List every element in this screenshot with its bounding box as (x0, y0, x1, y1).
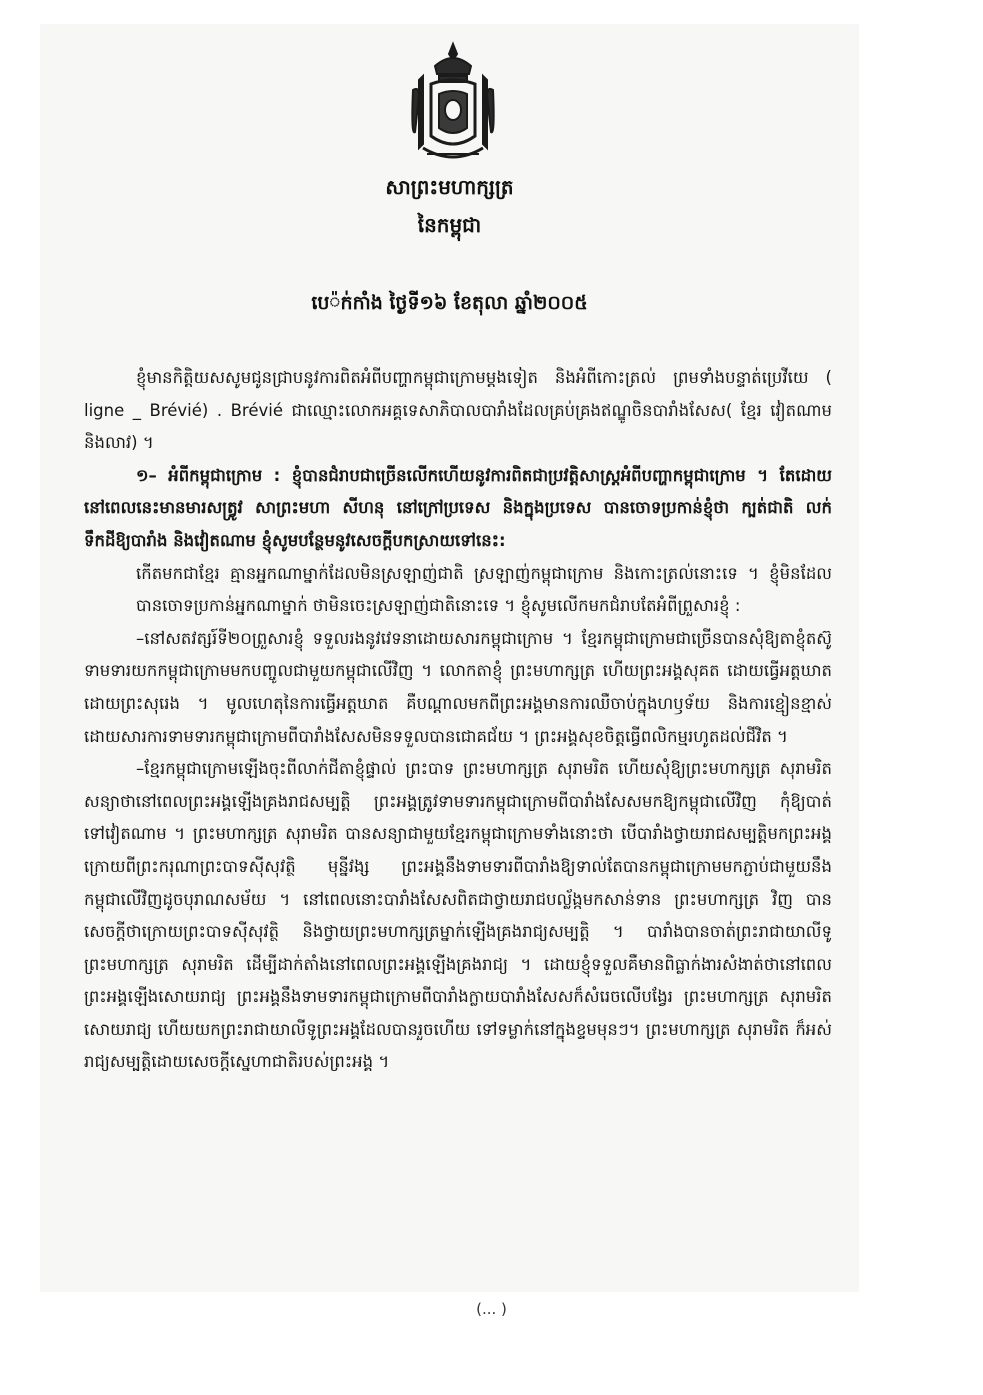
royal-coat-of-arms-icon (405, 40, 501, 168)
scanned-letter (40, 24, 859, 1292)
paragraph-3: –នៅសតវត្សរ៍ទី២០ព្រួសារខ្ញុំ ទទួលរងនូវវេទនាដោយសារកម្ពុជាក្រោម ។ ខ្មែរកម្ពុជាក្រោមជាច្រើនបានសុំឱ្យតាខ្ញុំតស៊ូទាមទារយកកម្ពុជាក្រោមមកបញ្ចូលជាមួយកម្ពុជាលើវិញ ។ លោកតាខ្ញុំ ព្រះមហាក្សត្រ ហើយព្រះអង្គសុគត ដោយធ្វើអត្តឃាតដោយព្រះសុរេង ។ មូលហេតុនៃការធ្វើអត្តឃាត គឺបណ្តាលមកពីព្រះអង្គមានការឈឺចាប់ក្នុងហឫទ័យ និងការខ្មៀនខ្មាស់ដោយសារការទាមទារកម្ពុជាក្រោមពីបារាំងសែសមិនទទួលបានជោគជ័យ ។ ព្រះអង្គសុខចិត្តធ្វើពលិកម្មរហូតដល់ជីវិត ។ (84, 628, 832, 746)
paragraph-2: កើតមកជាខ្មែរ គ្មានអ្នកណាម្នាក់ដែលមិនស្រឡាញ់ជាតិ ស្រឡាញ់កម្ពុជាក្រោម និងកោះត្រល់នោះទេ ។ ខ្ញុំមិនដែលបានចោទប្រកាន់អ្នកណាម្នាក់ ថាមិនចេះស្រឡាញ់ជាតិនោះទេ ។ ខ្ញុំសូមលើកមកជំរាបតែអំពីព្រួសារខ្ញុំ : (136, 563, 832, 616)
paragraph-intro: ខ្ញុំមានកិត្តិយសសូមជូនជ្រាបនូវការពិតអំពីបញ្ហាកម្ពុជាក្រោមម្តងទៀត និងអំពីកោះត្រល់ ព្រមទាំងបន្ទាត់ប្រេវីយេ ( ligne _ Brévié) . Brévié ជាឈ្មោះលោកអគ្គទេសាភិបាលបារាំងដែលគ្រប់គ្រងឥណ្ឌូចិនបារាំងសែស( ខ្មែរ វៀតណាម និងលាវ) ។ (84, 368, 832, 453)
letter-body (84, 362, 832, 1079)
header-line-1: សាព្រះមហាក្សត្រ (385, 175, 514, 199)
header-line-2: នៃកម្ពុជា (417, 213, 482, 237)
section-1-title: ១– អំពីកម្ពុជាក្រោម : ខ្ញុំបានជំរាបជាច្រើនលើកហើយនូវការពិតជាប្រវត្តិសាស្ត្រអំពីបញ្ហាកម្ពុជាក្រោម ។ តែដោយនៅពេលនេះមានមារសត្វ្រូវ សាព្រះមហា សីហនុ នៅក្រៅប្រទេស និងក្នុងប្រទេស បានចោទប្រកាន់ខ្ញុំថា ក្បត់ជាតិ លក់ទឹកដីឱ្យបារាំង និងវៀតណាម ខ្ញុំសូមបន្ថែមនូវសេចក្តីបកស្រាយទៅនេះ: (84, 465, 832, 550)
date-line: បេ៉ក់កាំង ថ្ងៃទី១៦ ខែតុលា ឆ្នាំ២០០៥ (311, 292, 588, 314)
continuation-marker: (... ) (476, 1300, 507, 1318)
paragraph-4: –ខ្មែរកម្ពុជាក្រោមឡើងចុះពីលាក់ជីតាខ្ញុំផ្ទាល់ ព្រះបាទ ព្រះមហាក្សត្រ សុរាមរិត ហើយសុំឱ្យព្រះមហាក្សត្រ សុរាមរិត សន្យាថានៅពេលព្រះអង្គឡើងគ្រងរាជសម្បត្តិ ព្រះអង្គត្រូវទាមទារកម្ពុជាក្រោមពីបារាំងសែសមកឱ្យកម្ពុជាលើវិញ កុំឱ្យបាត់ទៅវៀតណាម ។ ព្រះមហាក្សត្រ សុរាមរិត បានសន្យាជាមួយខ្មែរកម្ពុជាក្រោមទាំងនោះថា បើបារាំងថ្វាយរាជសម្បត្តិមកព្រះអង្គ ក្រោយពីព្រះករុណាព្រះបាទស៊ីសុវត្ថិ មុន្នីវង្ស ព្រះអង្គនឹងទាមទារពីបារាំងឱ្យទាល់តែបានកម្ពុជាក្រោមមកភ្ជាប់ជាមួយនឹងកម្ពុជាលើវិញដូចបុរាណសម័យ ។ នៅពេលនោះបារាំងសែសពិតជាថ្វាយរាជបល្ល័ង្កមកសាន់ទាន ព្រះមហាក្សត្រ វិញ បានសេចក្តីថាក្រោយព្រះបាទស៊ីសុវត្ថិ និងថ្វាយព្រះមហាក្សត្រម្នាក់ឡើងគ្រងរាជ្យសម្បត្តិ ។ បារាំងបានចាត់ព្រះរាជាយាលីទូ ព្រះមហាក្សត្រ សុរាមរិត ដើម្បីដាក់តាំងនៅពេលព្រះអង្គឡើងគ្រងរាជ្យ ។ ដោយខ្ញុំទទួលគឺមានពិធ្លាក់ងារសំងាត់ថានៅពេលព្រះអង្គឡើងសោយរាជ្យ ព្រះអង្គនឹងទាមទារកម្ពុជាក្រោមពីបារាំងក្លាយបារាំងសែសក៏សំរេចលើបង្វែរ ព្រះមហាក្សត្រ សុរាមរិត សោយរាជ្យ ហើយយកព្រះរាជាយាលីទូព្រះអង្គដែលបានរួចហើយ ទៅទម្លាក់នៅក្នុងខ្ទមមុនៗ។ ព្រះមហាក្សត្រ សុរាមរិត ក៏អស់រាជ្យសម្បត្តិដោយសេចក្តីស្នេហាជាតិរបស់ព្រះអង្គ ។ (84, 759, 832, 1072)
